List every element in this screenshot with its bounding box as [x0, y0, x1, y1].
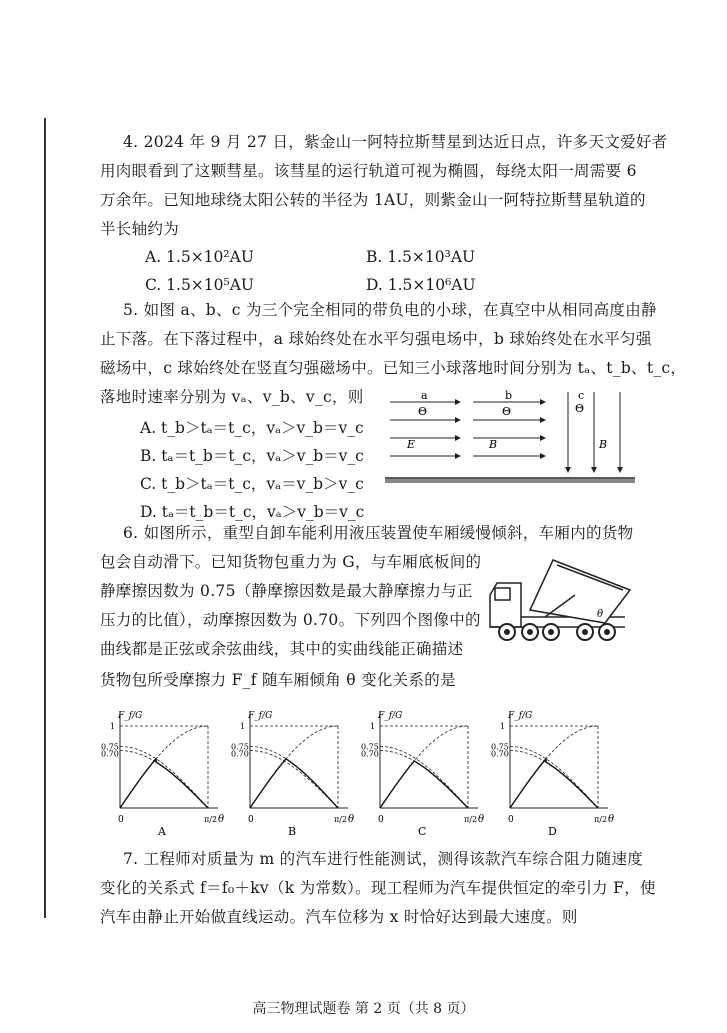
q5-line-1: 5. 如图 a、b、c 为三个完全相同的带负电的小球，在真空中从相同高度由静: [123, 301, 657, 319]
q4-line-3: 万余年。已知地球绕太阳公转的半径为 1AU，则紫金山一阿特拉斯彗星轨道的: [100, 191, 646, 209]
x-tick-pi-half: π/2: [204, 815, 218, 824]
page-footer: 高三物理试题卷 第 2 页（共 8 页）: [252, 1001, 475, 1017]
chart-title: D: [548, 825, 557, 838]
x-tick-0: 0: [248, 815, 254, 825]
q6-line-3: 静摩擦因数为 0.75（静摩擦因数是最大静摩擦力与正: [100, 582, 473, 600]
x-tick-0: 0: [508, 815, 514, 825]
q4-line-2: 用肉眼看到了这颗彗星。该彗星的运行轨道可视为椭圆，每绕太阳一周需要 6: [100, 162, 637, 180]
q5-option-d: D. tₐ＝t_b＝t_c，vₐ＞v_b＝v_c: [140, 503, 365, 521]
x-axis-label: θ: [348, 814, 355, 825]
friction-chart-b: [230, 708, 355, 838]
truck-angle-label: θ: [597, 609, 604, 620]
friction-chart-c: [360, 708, 485, 838]
x-axis-label: θ: [608, 814, 615, 825]
truck-bed: [530, 560, 630, 623]
chart-title: B: [288, 825, 297, 838]
y-tick-1: 1: [240, 722, 246, 731]
q4-option-a: A. 1.5×10²AU: [145, 248, 254, 266]
x-tick-pi-half: π/2: [594, 815, 608, 824]
y-axis-label: F_f/G: [248, 711, 273, 721]
q7-line-2: 变化的关系式 f＝f₀＋kv（k 为常数）。现工程师为汽车提供恒定的牵引力 F，使: [100, 879, 656, 897]
x-axis-label: θ: [478, 814, 485, 825]
y-axis-label: F_f/G: [378, 711, 403, 721]
q5-line-2: 止下落。在下落过程中，a 球始终处在水平匀强电场中，b 球始终处在水平匀强: [100, 330, 652, 348]
friction-chart-d: [490, 708, 615, 838]
q5-field-figure: [385, 390, 635, 490]
chart-title: A: [158, 825, 166, 838]
chart-title: C: [418, 825, 427, 838]
y-axis-label: F_f/G: [508, 711, 533, 721]
field-label-e: E: [407, 438, 416, 451]
y-tick-070: 0.70: [231, 749, 249, 759]
x-tick-0: 0: [378, 815, 384, 825]
q5-option-b: B. tₐ＝t_b＝t_c，vₐ＞v_b＝v_c: [140, 447, 364, 465]
x-tick-pi-half: π/2: [464, 815, 478, 824]
ball-c-charge: Θ: [575, 402, 585, 415]
x-axis-label: θ: [218, 814, 225, 825]
q7-line-3: 汽车由静止开始做直线运动。汽车位移为 x 时恰好达到最大速度。则: [100, 908, 578, 926]
ball-b-charge: Θ: [502, 405, 512, 418]
q7-line-1: 7. 工程师对质量为 m 的汽车进行性能测试，测得该款汽车综合阻力随速度: [123, 850, 644, 868]
ground-hatch: [385, 479, 635, 483]
q4-option-d: D. 1.5×10⁶AU: [366, 276, 476, 294]
ref-075-cos-curve: [120, 747, 208, 809]
y-tick-1: 1: [110, 722, 116, 731]
y-tick-1: 1: [370, 722, 376, 731]
q6-line-4: 压力的比值），动摩擦因数为 0.70。下列四个图像中的: [100, 611, 481, 629]
binding-margin-line: [44, 118, 46, 918]
q5-option-c: C. t_b＞tₐ＝t_c，vₐ＝v_b＞v_c: [140, 475, 364, 493]
solid-friction-curve: [120, 759, 208, 808]
x-tick-0: 0: [118, 815, 124, 825]
y-tick-070: 0.70: [361, 749, 379, 759]
y-tick-070: 0.70: [101, 749, 119, 759]
ref-070-cos-curve: [510, 751, 598, 808]
ref-075-cos-curve: [510, 747, 598, 809]
ref-070-cos-curve: [380, 751, 468, 808]
dump-truck-figure: [485, 555, 635, 645]
q5-line-3: 磁场中，c 球始终处在竖直匀强磁场中。已知三小球落地时间分别为 tₐ、t_b、t_c，: [100, 359, 687, 377]
solid-friction-curve: [250, 759, 338, 808]
q4-line-4: 半长轴约为: [100, 220, 180, 238]
field-label-b-horizontal: B: [489, 438, 498, 451]
ball-b-label: b: [505, 390, 513, 402]
ball-c-label: c: [578, 390, 585, 402]
q5-line-4: 落地时速率分别为 vₐ、v_b、v_c，则: [100, 388, 364, 406]
q6-line-2: 包会自动滑下。已知货物包重力为 G，与车厢底板间的: [100, 553, 482, 571]
solid-friction-curve: [380, 761, 468, 808]
q4-line-1: 4. 2024 年 9 月 27 日，紫金山一阿特拉斯彗星到达近日点，许多天文爱好者: [123, 133, 668, 151]
x-tick-pi-half: π/2: [334, 815, 348, 824]
ball-a-charge: Θ: [418, 405, 428, 418]
solid-friction-curve: [510, 759, 598, 808]
friction-chart-a: [100, 708, 225, 838]
y-tick-070: 0.70: [491, 749, 509, 759]
ref-075-cos-curve: [250, 747, 338, 809]
q6-line-6: 货物包所受摩擦力 F_f 随车厢倾角 θ 变化关系的是: [100, 671, 456, 689]
ref-075-cos-curve: [380, 747, 468, 809]
y-tick-1: 1: [500, 722, 506, 731]
q6-line-5: 曲线都是正弦或余弦曲线，其中的实曲线能正确描述: [100, 640, 464, 658]
ref-070-cos-curve: [250, 751, 338, 808]
q5-option-a: A. t_b＞tₐ＝t_c，vₐ＞v_b＝v_c: [140, 419, 364, 437]
y-axis-label: F_f/G: [118, 711, 143, 721]
q4-option-c: C. 1.5×10⁵AU: [145, 276, 254, 294]
ref-070-cos-curve: [120, 751, 208, 808]
q4-option-b: B. 1.5×10³AU: [366, 248, 476, 266]
ball-a-label: a: [421, 390, 428, 402]
y-tick-075: 0.75: [491, 742, 509, 752]
y-tick-075: 0.75: [101, 742, 119, 752]
y-tick-075: 0.75: [361, 742, 379, 752]
field-label-b-vertical: B: [599, 438, 608, 451]
q6-line-1: 6. 如图所示，重型自卸车能利用液压装置使车厢缓慢倾斜，车厢内的货物: [123, 524, 634, 542]
y-tick-075: 0.75: [231, 742, 249, 752]
